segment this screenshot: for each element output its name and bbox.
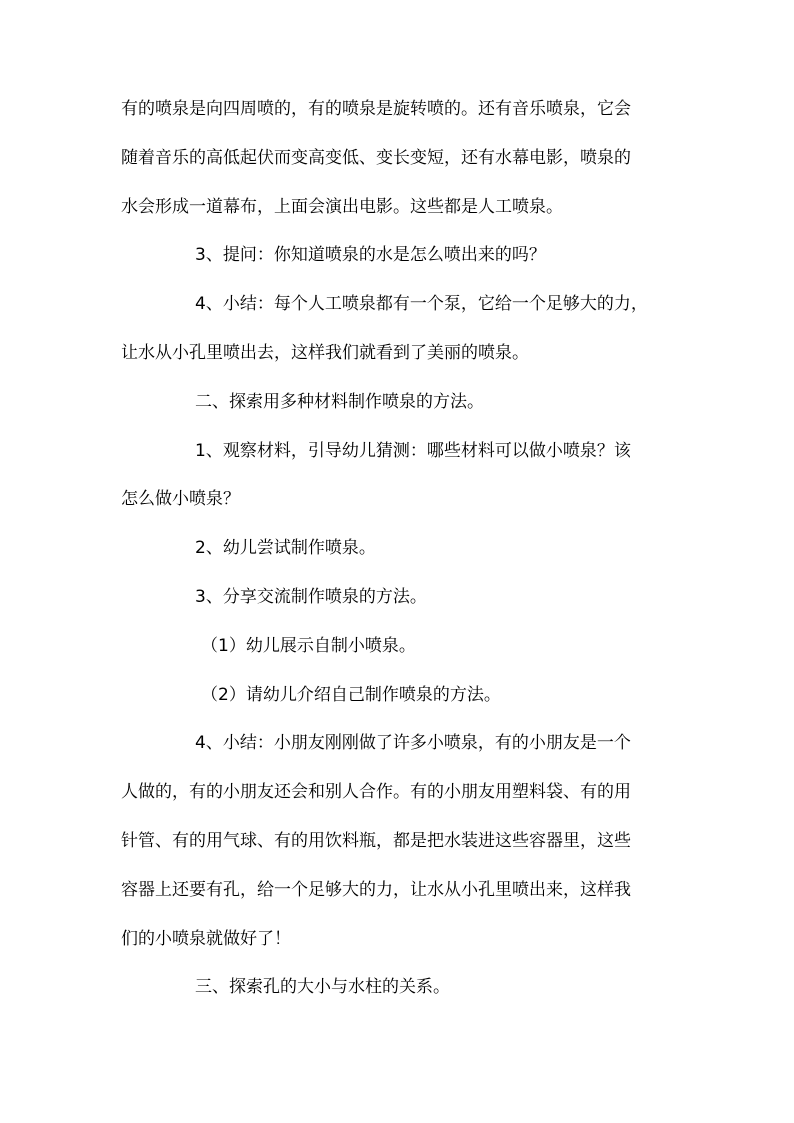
body-text-line: 有的喷泉是向四周喷的，有的喷泉是旋转喷的。还有音乐喷泉，它会 (121, 99, 631, 119)
body-text-line: 水会形成一道幕布，上面会演出电影。这些都是人工喷泉。 (121, 196, 563, 217)
body-text-line: 们的小喷泉就做好了！ (121, 928, 291, 949)
body-text-line: 怎么做小喷泉？ (121, 489, 240, 510)
body-text-line: 容器上还要有孔，给一个足够大的力，让水从小孔里喷出来，这样我 (121, 879, 631, 900)
body-text-line: 随着音乐的高低起伏而变高变低、变长变短，还有水幕电影，喷泉的 (121, 147, 631, 168)
section-heading: 三、探索孔的大小与水柱的关系。 (195, 977, 450, 998)
list-item-share: 3、分享交流制作喷泉的方法。 (195, 586, 427, 607)
body-text-line: 人做的，有的小朋友还会和别人合作。有的小朋友用塑料袋、有的用 (121, 782, 631, 803)
list-item-observe: 1、观察材料，引导幼儿猜测：哪些材料可以做小喷泉？该 (195, 440, 631, 461)
list-item-summary: 4、小结：每个人工喷泉都有一个泵，它给一个足够大的力， (195, 294, 648, 315)
sub-item-display: （1）幼儿展示自制小喷泉。 (201, 635, 416, 656)
body-text-line: 让水从小孔里喷出去，这样我们就看到了美丽的喷泉。 (121, 342, 529, 363)
list-item-summary: 4、小结：小朋友刚刚做了许多小喷泉，有的小朋友是一个 (195, 733, 631, 754)
sub-item-introduce: （2）请幼儿介绍自己制作喷泉的方法。 (201, 684, 501, 705)
document-body (121, 91, 686, 1018)
list-item-try: 2、幼儿尝试制作喷泉。 (195, 538, 376, 559)
section-heading: 二、探索用多种材料制作喷泉的方法。 (195, 391, 484, 412)
list-item-question: 3、提问：你知道喷泉的水是怎么喷出来的吗？ (195, 245, 546, 266)
body-text-line: 针管、有的用气球、有的用饮料瓶，都是把水装进这些容器里，这些 (121, 830, 631, 851)
